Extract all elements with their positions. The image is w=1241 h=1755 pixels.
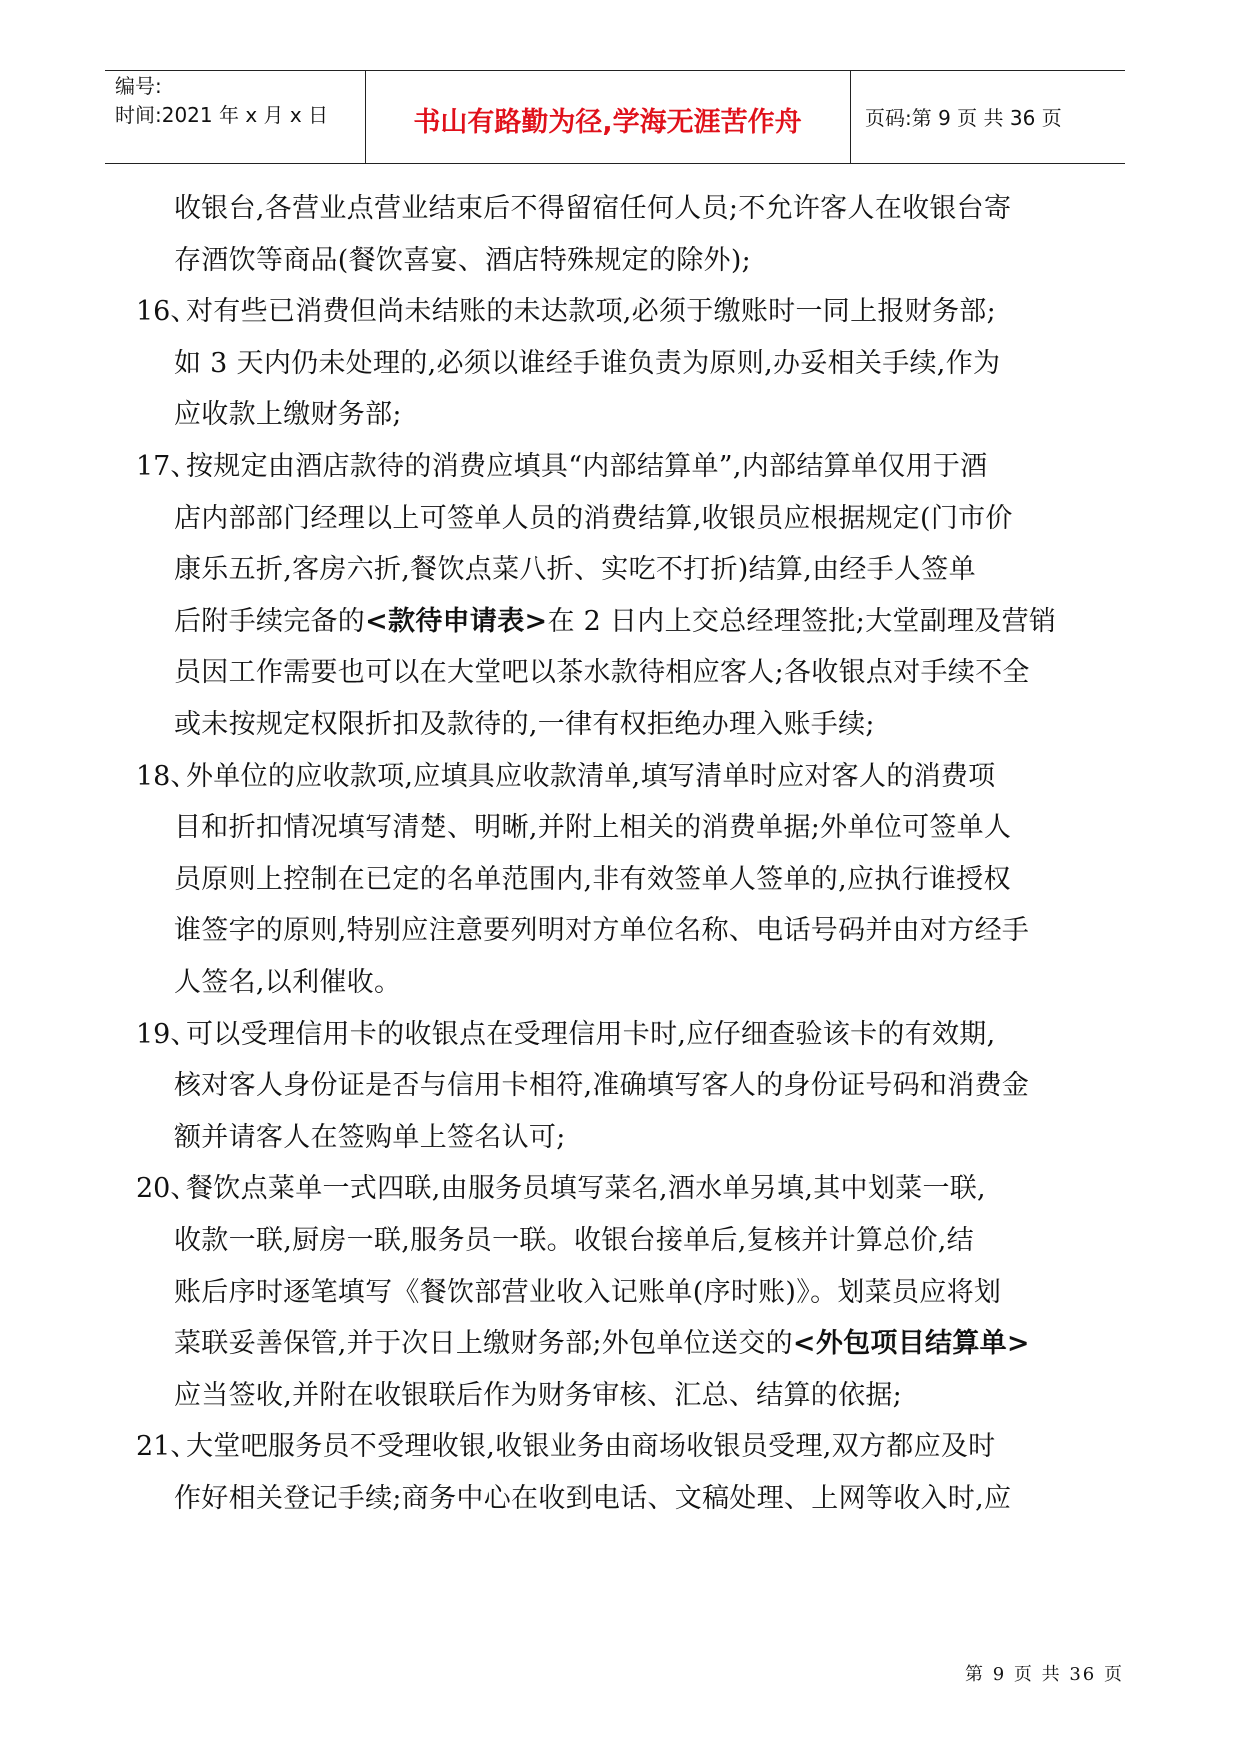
text-line: 或未按规定权限折扣及款待的,一律有权拒绝办理入账手续; — [174, 709, 875, 740]
text-line: 谁签字的原则,特别应注意要列明对方单位名称、电话号码并由对方经手 — [174, 915, 1030, 947]
text-line: 应当签收,并附在收银联后作为财务审核、汇总、结算的依据; — [174, 1379, 903, 1411]
text-line: 对有些已消费但尚未结账的未达款项,必须于缴账时一同上报财务部; — [186, 296, 996, 328]
text-line: 可以受理信用卡的收银点在受理信用卡时,应仔细查验该卡的有效期, — [186, 1018, 996, 1050]
text-line: 按规定由酒店款待的消费应填具“内部结算单”,内部结算单仅用于酒 — [186, 451, 988, 482]
header-meta — [115, 72, 328, 130]
text-line: 外单位的应收款项,应填具应收款清单,填写清单时应对客人的消费项 — [186, 760, 996, 792]
item-number: 20、 — [136, 1173, 198, 1205]
header-top-rule — [105, 70, 1125, 71]
text-line: 作好相关登记手续;商务中心在收到电话、文稿处理、上网等收入时,应 — [174, 1483, 1012, 1514]
item-number: 21、 — [136, 1431, 198, 1463]
header-divider — [850, 70, 851, 164]
time-label: 时间:2021 年 x 月 x 日 — [115, 103, 329, 127]
item-number: 16、 — [136, 296, 198, 328]
text-line: 收款一联,厨房一联,服务员一联。收银台接单后,复核并计算总价,结 — [174, 1225, 974, 1256]
text-line: 如 3 天内仍未处理的,必须以谁经手谁负责为原则,办妥相关手续,作为 — [174, 347, 1001, 379]
text-segment: 菜联妥善保管,并于次日上缴财务部;外包单位送交的 — [174, 1328, 793, 1360]
text-line: 大堂吧服务员不受理收银,收银业务由商场收银员受理,双方都应及时 — [186, 1431, 996, 1463]
text-line: 存酒饮等商品(餐饮喜宴、酒店特殊规定的除外); — [174, 244, 752, 276]
text-segment: 在 2 日内上交总经理签批;大堂副理及营销 — [547, 605, 1057, 637]
text-line: 人签名,以利催收。 — [174, 967, 402, 998]
item-number: 17、 — [136, 451, 198, 482]
text-line — [174, 599, 1056, 638]
text-line: 康乐五折,客房六折,餐饮点菜八折、实吃不打折)结算,由经手人签单 — [174, 554, 976, 586]
item-number: 18、 — [136, 760, 198, 792]
form-reference: <外包项目结算单> — [792, 1328, 1030, 1360]
text-line: 员因工作需要也可以在大堂吧以茶水款待相应客人;各收银点对手续不全 — [174, 657, 1030, 689]
text-line: 应收款上缴财务部; — [174, 399, 402, 431]
text-line: 餐饮点菜单一式四联,由服务员填写菜名,酒水单另填,其中划菜一联, — [186, 1173, 986, 1205]
text-line: 额并请客人在签购单上签名认可; — [174, 1121, 566, 1153]
page-header — [105, 70, 1125, 164]
form-reference: <款待申请表> — [365, 605, 548, 637]
text-segment: 后附手续完备的 — [174, 605, 366, 637]
header-page-number: 页码:第 9 页 共 36 页 — [865, 106, 1062, 130]
text-line: 店内部部门经理以上可签单人员的消费结算,收银员应根据规定(门市价 — [174, 502, 1013, 534]
text-line: 收银台,各营业点营业结束后不得留宿任何人员;不允许客人在收银台寄 — [174, 193, 1012, 224]
serial-label: 编号: — [115, 74, 162, 98]
text-line — [174, 1321, 1030, 1360]
page-footer: 第 9 页 共 36 页 — [965, 1664, 1124, 1685]
text-line: 员原则上控制在已定的名单范围内,非有效签单人签单的,应执行谁授权 — [174, 863, 1011, 895]
text-line: 账后序时逐笔填写《餐饮部营业收入记账单(序时账)》。划菜员应将划 — [174, 1276, 1002, 1308]
header-motto: 书山有路勤为径,学海无涯苦作舟 — [413, 107, 802, 138]
text-line: 核对客人身份证是否与信用卡相符,准确填写客人的身份证号码和消费金 — [174, 1070, 1030, 1102]
text-line: 目和折扣情况填写清楚、明晰,并附上相关的消费单据;外单位可签单人 — [174, 812, 1012, 844]
item-number: 19、 — [136, 1018, 198, 1050]
header-bottom-rule — [105, 163, 1125, 164]
